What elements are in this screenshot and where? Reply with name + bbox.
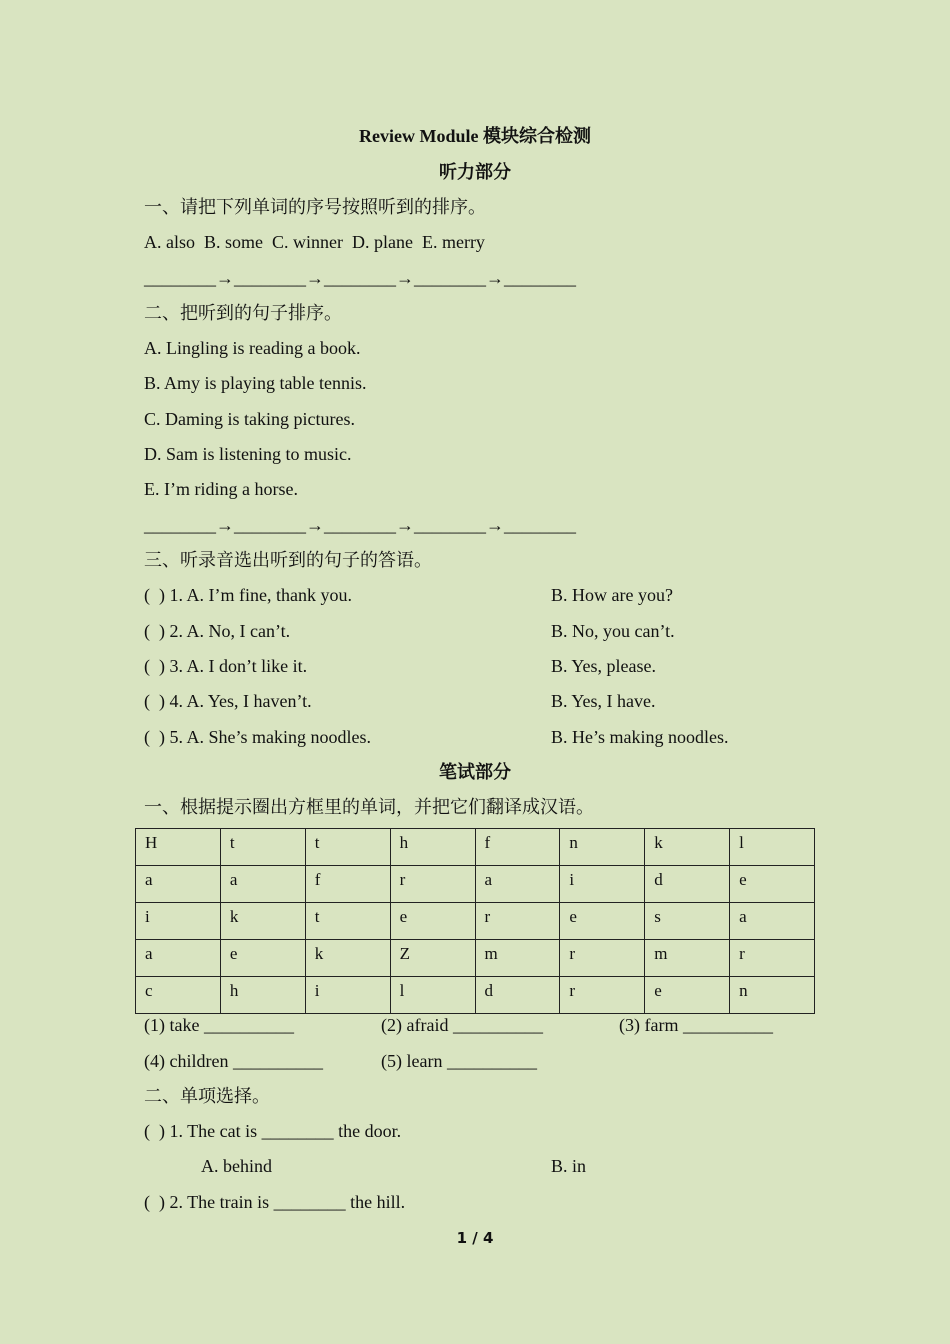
section2-item: B. Amy is playing table tennis. bbox=[144, 373, 367, 393]
translation-answer[interactable]: (3) farm __________ bbox=[619, 1015, 773, 1035]
translation-answer[interactable]: (4) children __________ bbox=[144, 1051, 323, 1071]
translation-answer[interactable]: (1) take __________ bbox=[144, 1015, 294, 1035]
page-title: Review Module 模块综合检测 bbox=[359, 126, 591, 146]
grid-cell[interactable]: n bbox=[730, 977, 815, 1014]
grid-cell[interactable]: m bbox=[645, 940, 730, 977]
section3-option-b: B. No, you can’t. bbox=[551, 621, 675, 641]
grid-cell[interactable]: r bbox=[560, 940, 645, 977]
grid-cell[interactable]: t bbox=[305, 903, 390, 940]
grid-cell[interactable]: i bbox=[560, 866, 645, 903]
grid-cell[interactable]: a bbox=[136, 866, 221, 903]
grid-cell[interactable]: m bbox=[475, 940, 560, 977]
section3-option-b: B. Yes, I have. bbox=[551, 691, 656, 711]
grid-cell[interactable]: c bbox=[136, 977, 221, 1014]
grid-cell[interactable]: r bbox=[390, 866, 475, 903]
section3-option-b: B. He’s making noodles. bbox=[551, 727, 729, 747]
grid-cell[interactable]: i bbox=[136, 903, 221, 940]
section1-instruction: 一、请把下列单词的序号按照听到的排序。 bbox=[144, 197, 486, 217]
grid-cell[interactable]: r bbox=[730, 940, 815, 977]
grid-cell[interactable]: t bbox=[220, 829, 305, 866]
section1-words: A. also B. some C. winner D. plane E. merry bbox=[144, 232, 485, 252]
grid-cell[interactable]: h bbox=[390, 829, 475, 866]
section3-option-a: ( ) 2. A. No, I can’t. bbox=[144, 621, 291, 641]
grid-cell[interactable]: i bbox=[305, 977, 390, 1014]
translation-answer[interactable]: (5) learn __________ bbox=[381, 1051, 537, 1071]
grid-row bbox=[136, 940, 815, 977]
grid-cell[interactable]: a bbox=[475, 866, 560, 903]
section2-item: C. Daming is taking pictures. bbox=[144, 409, 355, 429]
grid-cell[interactable]: n bbox=[560, 829, 645, 866]
grid-cell[interactable]: k bbox=[645, 829, 730, 866]
question-1-option-b: B. in bbox=[551, 1156, 587, 1176]
word-search-grid bbox=[135, 828, 815, 1014]
section3-option-b: B. How are you? bbox=[551, 585, 673, 605]
grid-cell[interactable]: l bbox=[390, 977, 475, 1014]
grid-row bbox=[136, 866, 815, 903]
question-1: ( ) 1. The cat is ________ the door. bbox=[144, 1121, 402, 1141]
section2-item: E. I’m riding a horse. bbox=[144, 479, 298, 499]
grid-row bbox=[136, 903, 815, 940]
grid-cell[interactable]: r bbox=[475, 903, 560, 940]
grid-cell[interactable]: d bbox=[475, 977, 560, 1014]
writing2-instruction: 二、单项选择。 bbox=[144, 1086, 270, 1106]
section1-answer-blanks[interactable]: ________→________→________→________→________ bbox=[144, 268, 576, 288]
grid-cell[interactable]: s bbox=[645, 903, 730, 940]
grid-cell[interactable]: k bbox=[305, 940, 390, 977]
grid-cell[interactable]: e bbox=[645, 977, 730, 1014]
grid-cell[interactable]: h bbox=[220, 977, 305, 1014]
listening-heading: 听力部分 bbox=[439, 162, 511, 182]
grid-cell[interactable]: a bbox=[136, 940, 221, 977]
writing-heading: 笔试部分 bbox=[439, 762, 511, 782]
section3-instruction: 三、听录音选出听到的句子的答语。 bbox=[144, 550, 432, 570]
grid-cell[interactable]: e bbox=[730, 866, 815, 903]
section3-option-a: ( ) 3. A. I don’t like it. bbox=[144, 656, 308, 676]
writing1-instruction: 一、根据提示圈出方框里的单词，并把它们翻译成汉语。 bbox=[144, 797, 594, 817]
grid-cell[interactable]: k bbox=[220, 903, 305, 940]
grid-cell[interactable]: a bbox=[730, 903, 815, 940]
grid-cell[interactable]: l bbox=[730, 829, 815, 866]
grid-cell[interactable]: Z bbox=[390, 940, 475, 977]
grid-cell[interactable]: a bbox=[220, 866, 305, 903]
section2-item: A. Lingling is reading a book. bbox=[144, 338, 361, 358]
question-1-option-a: A. behind bbox=[201, 1156, 272, 1176]
question-2: ( ) 2. The train is ________ the hill. bbox=[144, 1192, 406, 1212]
grid-row bbox=[136, 977, 815, 1014]
grid-cell[interactable]: f bbox=[475, 829, 560, 866]
section2-instruction: 二、把听到的句子排序。 bbox=[144, 303, 342, 323]
grid-cell[interactable]: e bbox=[390, 903, 475, 940]
section3-option-a: ( ) 4. A. Yes, I haven’t. bbox=[144, 691, 312, 711]
section3-option-a: ( ) 5. A. She’s making noodles. bbox=[144, 727, 371, 747]
grid-cell[interactable]: e bbox=[220, 940, 305, 977]
section3-option-a: ( ) 1. A. I’m fine, thank you. bbox=[144, 585, 352, 605]
grid-cell[interactable]: d bbox=[645, 866, 730, 903]
grid-cell[interactable]: r bbox=[560, 977, 645, 1014]
grid-cell[interactable]: t bbox=[305, 829, 390, 866]
grid-row bbox=[136, 829, 815, 866]
section2-answer-blanks[interactable]: ________→________→________→________→________ bbox=[144, 515, 576, 535]
grid-cell[interactable]: f bbox=[305, 866, 390, 903]
section3-option-b: B. Yes, please. bbox=[551, 656, 657, 676]
page-number: 1 / 4 bbox=[456, 1229, 494, 1247]
section2-item: D. Sam is listening to music. bbox=[144, 444, 352, 464]
translation-answer[interactable]: (2) afraid __________ bbox=[381, 1015, 543, 1035]
grid-cell[interactable]: H bbox=[136, 829, 221, 866]
grid-cell[interactable]: e bbox=[560, 903, 645, 940]
